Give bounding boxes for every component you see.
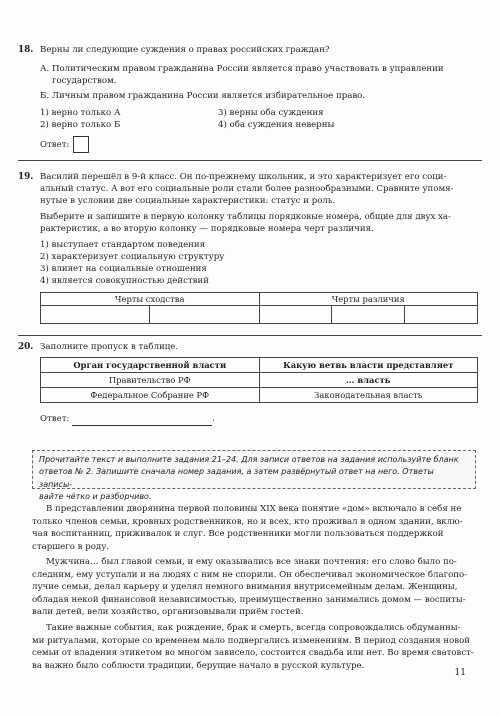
q18-statement-a-cont: государством. [52,76,117,86]
q20-answer-end: . [212,414,215,424]
q18-statement-a: А. Политическим правом гражданина России является право участвовать в управлении [40,64,444,74]
q18-option-3[interactable]: 3) верны оба суждения [218,108,324,118]
q18-option-1[interactable]: 1) верно только А [40,108,121,118]
q19-answer-cell[interactable] [332,306,405,324]
text-line: лучие семьи, делал карьеру и уделял немного внимания внутрисемейным делам. Женщины, [32,582,458,593]
text-line: ва важно было соблюсти традиции, берущие начало в русской культуре. [32,660,365,671]
q20-cell: Законодательная власть [259,388,478,403]
instruction-line: Прочитайте текст и выполните задания 21–24. Для записи ответов на задания используйте бланк [39,455,459,464]
q19-col-diff: Черты различия [259,293,478,306]
q19-text-line: рактеристик, а во вторую колонку — порядковые номера черт различия. [40,224,374,234]
q19-item: 3) влияет на социальные отношения [40,264,207,274]
q18-answer-box[interactable] [73,136,89,153]
q20-cell: Федеральное Собрание РФ [41,388,260,403]
instruction-box [32,450,476,502]
divider [18,335,482,336]
q20-header-organ: Орган государственной власти [41,358,260,373]
q19-item: 4) является совокупностью действий [40,276,209,286]
q20-header-branch: Какую ветвь власти представляет [259,358,478,373]
q20-number: 20. [18,342,34,352]
text-line: только членов семьи, кровных родственников, но и всех, кто проживал в одном здании, вклю- [32,516,463,527]
divider [18,160,482,161]
q20-cell: Правительство РФ [41,373,260,388]
q19-answer-cell[interactable] [405,306,478,324]
text-line: чая воспитанниц, приживалок и слуг. Все родственники могли пользоваться поддержкой [32,529,444,540]
q20-task: Заполните пропуск в таблице. [40,342,179,352]
q19-item: 1) выступает стандартом поведения [40,240,206,250]
text-line: ми ритуалами, которые со временем мало подвергались изменениям. В период создания новой [32,635,471,646]
instruction-line: вайте чётко и разборчиво. [39,492,152,502]
q19-item: 2) характеризует социальную структуру [40,252,225,262]
q20-answer-row [40,413,215,426]
q19-number: 19. [18,172,34,182]
q18-answer-row [40,136,89,153]
q20-answer-line[interactable] [72,415,212,426]
q18-question: Верны ли следующие суждения о правах российских граждан? [40,45,330,55]
q19-col-similar: Черты сходства [41,293,260,306]
q19-answer-cell[interactable] [41,306,150,324]
text-paragraph-1 [32,503,478,553]
q19-answer-cell[interactable] [259,306,332,324]
q19-text-line: Василий перешёл в 9-й класс. Он по-прежнему школьник, и это характеризует его соци- [40,172,447,182]
text-paragraph-2 [32,556,478,619]
q18-option-4[interactable]: 4) оба суждения неверны [218,120,335,130]
q19-answer-table [40,292,478,324]
text-line: следним, ему уступали и на людях с ним не спорили. Он обеспечивал экономическое благопо- [32,569,468,580]
q20-blank-cell[interactable]: … власть [259,373,478,388]
q19-text-line: нутые в условии две социальные характеристики: статус и роль. [40,196,336,206]
page-number: 11 [454,668,466,678]
q20-table [40,357,478,403]
q19-text-line: альный статус. А вот его социальные роли стали более разнообразными. Сравните упомя- [40,184,454,194]
text-line: вали детей, вели хозяйство, организовывали приём гостей. [32,607,304,618]
q18-statement-b: Б. Личным правом гражданина России является избирательное право. [40,91,366,101]
q18-answer-label: Ответ: [40,140,70,150]
text-line: Мужчина… был главой семьи, и ему оказывались все знаки почтения: его слово было по- [46,557,457,567]
instruction-line: ответов № 2. Запишите сначала номер задания, а затем развёрнутый ответ на него. Ответы записы- [39,467,434,489]
text-line: В представлении дворянина первой половины XIX века понятие «дом» включало в себя не [46,504,462,514]
text-line: обладая некой финансовой независимостью, преимущественно занимались домом — воспиты- [32,594,466,605]
q18-option-2[interactable]: 2) верно только Б [40,120,121,130]
q19-text-line: Выберите и запишите в первую колонку таблицы порядковые номера, общие для двух ха- [40,212,451,222]
text-paragraph-3 [32,622,478,672]
q18-number: 18. [18,45,34,55]
q20-answer-label: Ответ: [40,414,70,424]
q19-answer-cell[interactable] [150,306,259,324]
text-line: Такие важные события, как рождение, брак и смерть, всегда сопровождались обдуманны- [46,623,461,633]
text-line: семьи от владения этикетом во многом зависело, состоится свадьба или нет. Во время сватовст- [32,648,474,659]
text-line: старшего в роду. [32,541,109,552]
